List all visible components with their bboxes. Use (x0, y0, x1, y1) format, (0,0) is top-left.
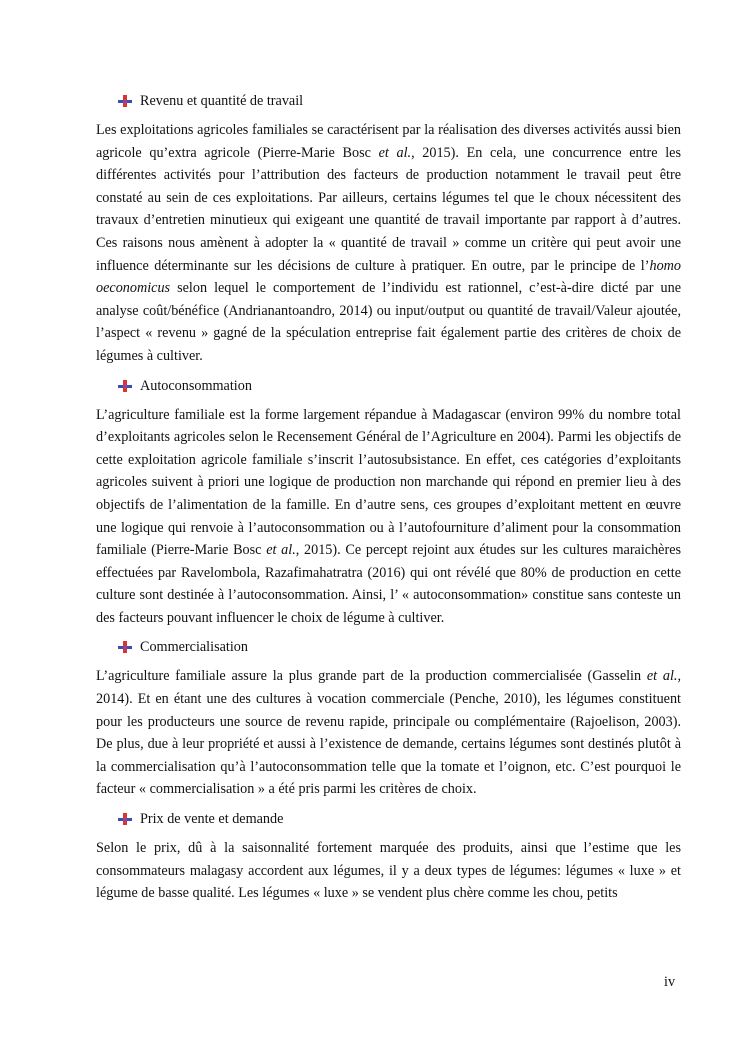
bullet-arrow-icon (118, 380, 132, 392)
section-paragraph (96, 119, 681, 368)
text-run: , 2015). Ce percept rejoint aux études sur les cultures maraichères effectuées par Ravelombola, Razafimahatratra (2016) qui ont révélé que 80% de production en cette culture sont destinée à l’autoconsommation. Ainsi, l’ « autoconsommation» constitue sans conteste un des facteurs pouvant influencer le choix de légume à cultiver. (96, 542, 682, 626)
text-run: Les exploitations agricoles familiales se caractérisent par la réalisation des diverses activités aussi bien agricole qu’extra agricole (Pierre-Marie Bosc (96, 122, 681, 161)
section-heading (96, 807, 681, 831)
italic-run: et al. (378, 144, 412, 161)
section-heading (96, 89, 681, 113)
text-run: Selon le prix, dû à la saisonnalité fortement marquée des produits, ainsi que l’estime que les consommateurs malagasy accordent aux légumes, il y a deux types de légumes: légumes « luxe » et légume de basse qualité. Les légumes « luxe » se vendent plus chère comme les chou, petits (96, 840, 681, 902)
bullet-arrow-icon (118, 641, 132, 653)
section-title: Commercialisation (140, 639, 248, 656)
text-run: selon lequel le comportement de l’individu est rationnel, c’est-à-dire dicté par une analyse coût/bénéfice (Andrianantoandro, 2014) ou input/output ou quantité de travail/Valeur ajoutée, l’aspect « revenu » gagné de la spéculation entreprise fait également partie des critères de choix de légumes à cultiver. (96, 280, 681, 364)
bullet-arrow-icon (118, 813, 132, 825)
italic-run: et al. (266, 542, 296, 559)
italic-run: homo oeconomicus (96, 257, 681, 297)
italic-run: et al. (646, 668, 678, 685)
section-title: Prix de vente et demande (140, 811, 284, 828)
text-run: , 2014). Et en étant une des cultures à vocation commerciale (Penche, 2010), les légumes constituent pour les producteurs une source de revenu rapide, principale ou complémentaire (Rajoelison, 2003). De plus, due à leur propriété et aussi à l’existence de demande, certains légumes sont destinés plutôt à la commercialisation qu’à l’autoconsommation telle que la tomate et l’oignon, etc. C’est pourquoi le facteur « commercialisation » a été pris parmi les critères de choix. (96, 668, 681, 798)
bullet-arrow-icon (118, 95, 132, 107)
document-page (96, 89, 681, 911)
page-number: iv (664, 974, 676, 990)
section-heading (96, 635, 681, 659)
section-heading (96, 374, 681, 398)
section-paragraph (96, 404, 681, 630)
section-title: Autoconsommation (140, 377, 252, 394)
section-title: Revenu et quantité de travail (140, 93, 304, 109)
section-paragraph (96, 665, 681, 801)
text-run: L’agriculture familiale assure la plus grande part de la production commercialisée (Gasselin (96, 668, 647, 685)
text-run: L’agriculture familiale est la forme largement répandue à Madagascar (environ 99% du nombre total d’exploitants agricoles selon le Recensement Général de l’Agriculture en 2004). Parmi les objectifs de cette exploitation agricole familiale s’inscrit l’autosubsistance. En effet, ces catégories d’exploitants agricoles suivent à priori une logique de production non marchande qui répond en premier lieu à des objectifs de l’alimentation de la famille. En d’autre sens, ces groupes d’exploitant mettent en œuvre une logique qui renvoie à l’autoconsommation ou à l’autofourniture d’aliment pour la consommation familiale (Pierre-Marie Bosc (96, 406, 681, 559)
text-run: , 2015). En cela, une concurrence entre les différentes activités pour l’attribution des facteurs de production notamment le travail peut être constaté au sein de ces exploitations. Par ailleurs, certains légumes tel que le choux nécessitent des travaux d’entretien minutieux qui exigeant une quantité de travail importante par rapport à d’autres. Ces raisons nous amènent à adopter la « quantité de travail » comme un critère qui peut avoir une influence déterminante sur les décisions de culture à pratiquer. En outre, par le principe de l’ (96, 144, 681, 274)
section-paragraph (96, 837, 681, 905)
